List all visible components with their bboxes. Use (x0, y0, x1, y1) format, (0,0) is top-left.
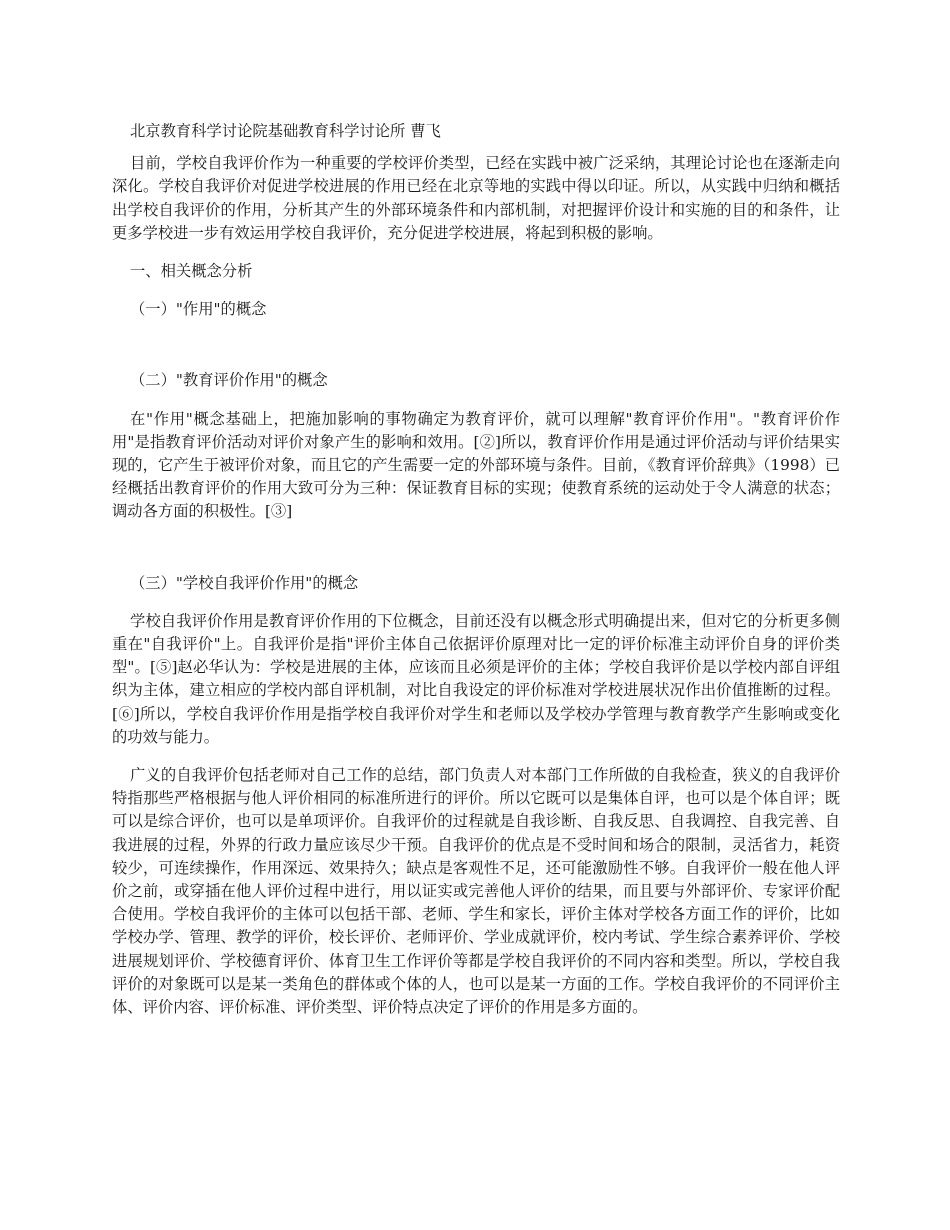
author-line: 北京教育科学讨论院基础教育科学讨论所 曹飞 (130, 122, 441, 140)
subsection-3-paragraph-1: 学校自我评价作用是教育评价作用的下位概念，目前还没有以概念形式明确提出来，但对它的分析更多侧重在"自我评价"上。自我评价是指"评价主体自己依据评价原理对比一定的评价标准主动评价自身的评价类型"。[⑤]赵必华认为：学校是进展的主体，应该而且必须是评价的主体；学校自我评价是以学校内部自评组织为主体，建立相应的学校内部自评机制，对比自我设定的评价标准对学校进展状况作出价值推断的过程。[⑥]所以，学校自我评价作用是指学校自我评价对学生和老师以及学校办学管理与教育教学产生影响或变化的功效与能力。 (112, 611, 840, 746)
subsection-2-paragraph: 在"作用"概念基础上，把施加影响的事物确定为教育评价，就可以理解"教育评价作用"。"教育评价作用"是指教育评价活动对评价对象产生的影响和效用。[②]所以，教育评价作用是通过评价活动与评价结果实现的，它产生于被评价对象，而且它的产生需要一定的外部环境与条件。目前，《教育评价辞典》（1998）已经概括出教育评价的作用大致可分为三种：保证教育目标的实现；使教育系统的运动处于令人满意的状态；调动各方面的积极性。[③] (112, 409, 840, 521)
subsection-heading-3: （三）"学校自我评价作用"的概念 (130, 573, 359, 592)
blank-space (112, 336, 840, 369)
subsection-3-paragraph-2: 广义的自我评价包括老师对自己工作的总结，部门负责人对本部门工作所做的自我检查，狭义的自我评价特指那些严格根据与他人评价相同的标准所进行的评价。所以它既可以是集体自评，也可以是个体自评；既可以是综合评价，也可以是单项评价。自我评价的过程就是自我诊断、自我反思、自我调控、自我完善、自我进展的过程，外界的行政力量应该尽少干预。自我评价的优点是不受时间和场合的限制，灵活省力，耗资较少，可连续操作，作用深远、效果持久；缺点是客观性不足，还可能激励性不够。自我评价一般在他人评价之前，或穿插在他人评价过程中进行，用以证实或完善他人评价的结果，而且要与外部评价、专家评价配合使用。学校自我评价的主体可以包括干部、老师、学生和家长，评价主体对学校各方面工作的评价，比如学校办学、管理、教学的评价，校长评价、老师评价、学业成就评价，校内考试、学生综合素养评价、学校进展规划评价、学校德育评价、体育卫生工作评价等都是学校自我评价的不同内容和类型。所以，学校自我评价的对象既可以是某一类角色的群体或个体的人，也可以是某一方面的工作。学校自我评价的不同评价主体、评价内容、评价标准、评价类型、评价特点决定了评价的作用是多方面的。 (112, 766, 840, 1017)
subsection-heading-1: （一）"作用"的概念 (130, 300, 267, 319)
subsection-heading-2: （二）"教育评价作用"的概念 (130, 371, 328, 390)
intro-paragraph: 目前，学校自我评价作为一种重要的学校评价类型，已经在实践中被广泛采纳，其理论讨论也在逐渐走向深化。学校自我评价对促进学校进展的作用已经在北京等地的实践中得以印证。所以，从实践中归纳和概括出学校自我评价的作用，分析其产生的外部环境条件和内部机制，对把握评价设计和实施的目的和条件，让更多学校进一步有效运用学校自我评价，充分促进学校进展，将起到积极的影响。 (112, 154, 840, 242)
document-page (112, 120, 840, 1034)
blank-space (112, 539, 840, 572)
section-heading-1: 一、相关概念分析 (130, 262, 253, 281)
